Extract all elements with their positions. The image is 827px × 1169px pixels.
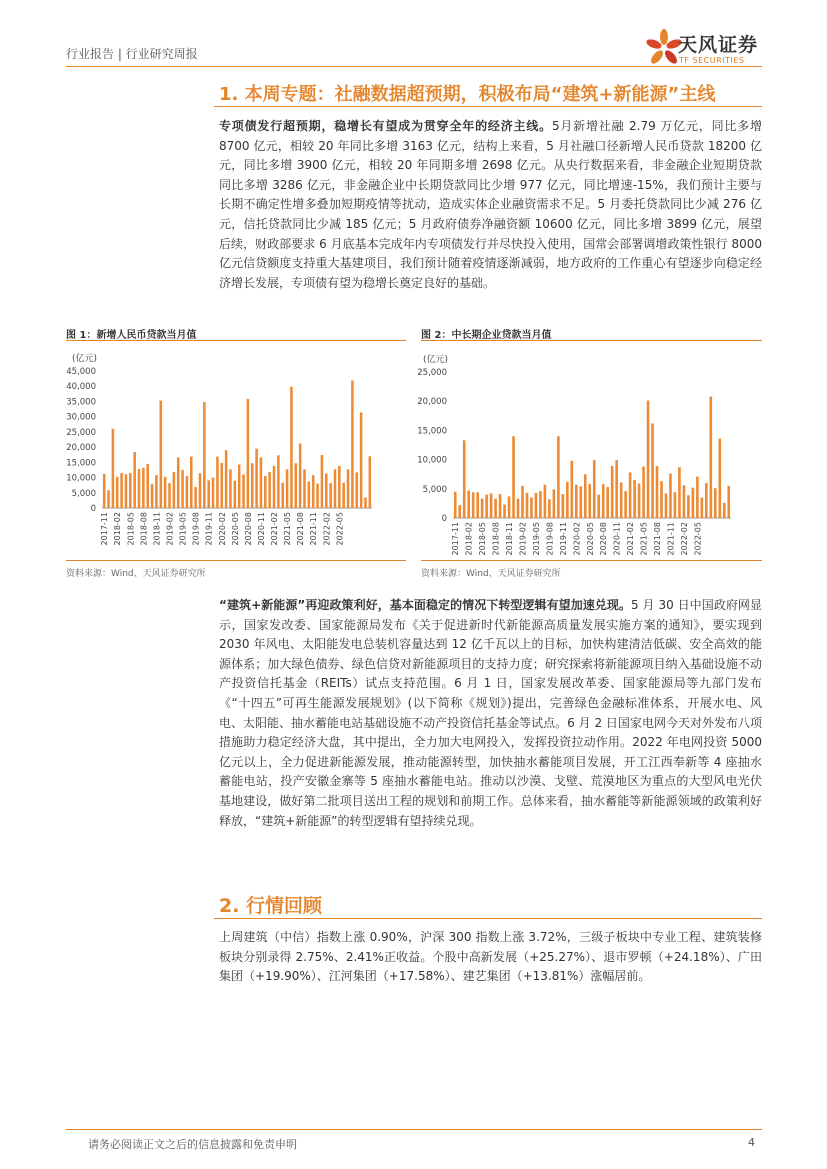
y-tick-label: 35,000 xyxy=(66,397,96,408)
bar xyxy=(727,486,730,518)
x-tick-label: 2020-11 xyxy=(256,512,266,546)
bar xyxy=(566,482,569,518)
figure1-caption: 图 1：新增人民币贷款当月值 xyxy=(66,330,197,341)
figure1-top-line xyxy=(66,340,406,341)
bar xyxy=(173,472,176,508)
bar xyxy=(316,484,319,508)
bar xyxy=(155,475,158,508)
bar xyxy=(229,469,232,508)
bar xyxy=(364,497,367,508)
y-tick-label: 15,000 xyxy=(417,426,447,437)
x-tick-label: 2019-02 xyxy=(165,512,175,546)
section2-title-underline xyxy=(214,918,762,919)
figure1-source: 资料来源：Wind、天风证券研究所 xyxy=(66,569,206,579)
bar xyxy=(692,488,695,518)
x-tick-label: 2018-05 xyxy=(478,522,488,556)
bar xyxy=(255,449,258,508)
x-tick-label: 2020-05 xyxy=(230,512,240,546)
x-tick-label: 2020-11 xyxy=(612,522,622,556)
x-tick-label: 2020-08 xyxy=(599,522,609,556)
bar xyxy=(238,464,241,508)
bar xyxy=(588,484,591,518)
y-tick-label: 25,000 xyxy=(66,427,96,438)
x-tick-label: 2022-02 xyxy=(679,522,689,556)
bar xyxy=(138,469,141,508)
x-tick-label: 2019-11 xyxy=(558,522,568,556)
bar xyxy=(264,476,267,508)
y-axis-unit: (亿元) xyxy=(423,355,449,365)
footer-divider xyxy=(66,1129,762,1130)
logo-text: 天风证券 xyxy=(678,34,759,56)
bar xyxy=(338,466,341,508)
bar xyxy=(575,485,578,518)
x-tick-label: 2020-02 xyxy=(217,512,227,546)
bar xyxy=(642,467,645,518)
y-tick-label: 45,000 xyxy=(66,367,96,377)
bar xyxy=(334,469,337,508)
bar xyxy=(624,491,627,518)
bar xyxy=(647,401,650,518)
section1-paragraph2 xyxy=(219,596,762,831)
bar xyxy=(355,472,358,508)
bar xyxy=(186,476,189,508)
x-tick-label: 2018-11 xyxy=(505,522,515,556)
bar xyxy=(544,485,547,518)
para2-lead: “建筑+新能源”再迎政策利好，基本面稳定的情况下转型逻辑有望加速兑现。 xyxy=(219,598,632,612)
bar xyxy=(216,457,219,508)
bar xyxy=(321,455,324,508)
section1-title: 1. 本周专题：社融数据超预期，积极布局“建筑+新能源”主线 xyxy=(219,84,716,105)
bar xyxy=(593,460,596,518)
y-tick-label: 0 xyxy=(90,504,96,514)
bar xyxy=(290,387,293,508)
header-divider xyxy=(66,66,762,67)
bar xyxy=(260,457,263,508)
y-tick-label: 40,000 xyxy=(66,382,96,393)
bar xyxy=(242,475,245,508)
x-tick-label: 2019-05 xyxy=(178,512,188,546)
bar xyxy=(526,493,529,518)
bar xyxy=(212,478,215,508)
x-tick-label: 2019-08 xyxy=(191,512,201,546)
bar xyxy=(199,473,202,508)
x-tick-label: 2019-11 xyxy=(204,512,214,546)
x-tick-label: 2018-11 xyxy=(152,512,162,546)
bar xyxy=(312,475,315,508)
bar xyxy=(281,483,284,508)
bar xyxy=(481,499,484,518)
bar xyxy=(678,467,681,518)
bar xyxy=(579,486,582,518)
bar xyxy=(472,492,475,518)
bar xyxy=(705,483,708,518)
bar xyxy=(342,483,345,508)
bar xyxy=(107,490,110,508)
figure2-bottom-line xyxy=(421,560,762,561)
bar xyxy=(225,450,228,508)
figure2-top-line xyxy=(421,340,762,341)
bar xyxy=(656,466,659,518)
x-tick-label: 2022-05 xyxy=(693,522,703,556)
bar xyxy=(151,484,154,508)
x-tick-label: 2020-02 xyxy=(572,522,582,556)
bar xyxy=(508,496,511,518)
bar xyxy=(360,412,363,508)
bar xyxy=(557,436,560,518)
bar xyxy=(571,461,574,518)
y-tick-label: 0 xyxy=(441,514,447,524)
bar xyxy=(476,492,479,518)
y-tick-label: 20,000 xyxy=(417,397,447,408)
bar xyxy=(142,468,145,508)
bar xyxy=(597,495,600,518)
bar xyxy=(710,397,713,518)
bar xyxy=(638,484,641,518)
figure1-bottom-line xyxy=(66,560,406,561)
y-tick-label: 30,000 xyxy=(66,412,96,423)
y-tick-label: 5,000 xyxy=(422,484,447,495)
bar xyxy=(164,477,167,508)
bar xyxy=(125,474,128,508)
bar xyxy=(602,484,605,518)
section2-title: 2. 行情回顾 xyxy=(219,895,323,917)
bar xyxy=(325,474,328,508)
x-tick-label: 2022-02 xyxy=(322,512,332,546)
bar xyxy=(687,495,690,518)
x-tick-label: 2018-02 xyxy=(464,522,474,556)
bar xyxy=(714,488,717,518)
bar xyxy=(168,483,171,508)
bar xyxy=(454,492,457,518)
breadcrumb: 行业报告 | 行业研究周报 xyxy=(66,47,198,61)
bar xyxy=(548,499,551,518)
bar xyxy=(247,399,250,508)
bar xyxy=(251,463,254,508)
x-tick-label: 2022-05 xyxy=(335,512,345,546)
para1-lead: 专项债发行超预期，稳增长有望成为贯穿全年的经济主线。 xyxy=(219,119,552,133)
x-tick-label: 2018-08 xyxy=(491,522,501,556)
section1-paragraph1 xyxy=(219,117,762,293)
figure2-caption: 图 2：中长期企业贷款当月值 xyxy=(421,330,552,341)
bar xyxy=(234,481,237,508)
x-tick-label: 2017-11 xyxy=(100,512,110,546)
bar xyxy=(669,474,672,518)
bar xyxy=(701,498,704,518)
bar xyxy=(718,439,721,518)
x-tick-label: 2018-02 xyxy=(113,512,123,546)
bar xyxy=(112,429,115,508)
bar xyxy=(517,499,520,518)
y-tick-label: 10,000 xyxy=(417,455,447,466)
footer-disclaimer: 请务必阅读正文之后的信息披露和免责申明 xyxy=(88,1138,297,1151)
y-tick-label: 5,000 xyxy=(71,488,96,499)
section1-title-underline xyxy=(214,106,762,107)
x-tick-label: 2021-11 xyxy=(309,512,319,546)
bar xyxy=(660,481,663,518)
bar xyxy=(467,491,470,518)
x-tick-label: 2019-08 xyxy=(545,522,555,556)
bar xyxy=(369,456,372,508)
bar xyxy=(295,463,298,508)
bar xyxy=(129,473,132,508)
x-tick-label: 2017-11 xyxy=(451,522,461,556)
x-tick-label: 2020-08 xyxy=(243,512,253,546)
bar xyxy=(308,482,311,508)
x-tick-label: 2021-02 xyxy=(626,522,636,556)
bar xyxy=(629,472,632,518)
bar xyxy=(177,457,180,508)
bar xyxy=(463,440,466,518)
bar xyxy=(485,495,488,518)
bar xyxy=(116,477,119,508)
bar xyxy=(194,487,197,508)
bar xyxy=(490,493,493,518)
bar xyxy=(299,443,302,508)
x-tick-label: 2021-02 xyxy=(270,512,280,546)
bar xyxy=(615,460,618,518)
bar xyxy=(584,474,587,518)
bar xyxy=(633,480,636,518)
bar xyxy=(329,483,332,508)
bar xyxy=(347,469,350,508)
bar xyxy=(160,401,163,508)
bar xyxy=(530,498,533,518)
bar xyxy=(103,474,106,508)
bar xyxy=(203,402,206,508)
x-tick-label: 2021-05 xyxy=(639,522,649,556)
bar xyxy=(273,466,276,508)
bar xyxy=(521,486,524,518)
para1-body: 5月新增社融 2.79 万亿元，同比多增 8700 亿元，相较 20 年同比多增 3163 亿元，结构上来看，5 月社融口径新增人民币贷款 18200 亿元，同比多增 3900 亿元，相较 20 年同期多增 2698 亿元。从央行数据来看，非金融企业短期贷款同比多增 3286 亿元，非金融企业中长期贷款同比少增 977 亿元，同比增速-15%，我们预计主要与长期不确定性增多叠加短期疫情等扰动，造成实体企业融资需求不足。5 月委托贷款同比少减 276 亿元，信托贷款同比少减 185 亿元；5 月政府债券净融资额 10600 亿元，同比多增 3899 亿元，展望后续，财政部要求 6 月底基本完成年内专项债发行并尽快投入使用，国常会部署调增政策性银行 8000 亿元信贷额度支持重大基建项目，我们预计随着疫情逐渐减弱，地方政府的工作重心有望逐步向稳定经济增长发展，专项债有望为稳增长奠定良好的基础。 xyxy=(219,119,762,290)
bar xyxy=(207,480,210,508)
figure2-chart xyxy=(417,342,762,557)
logo-subtext: TF SECURITIES xyxy=(679,56,745,65)
bar xyxy=(146,464,149,508)
figure1-chart xyxy=(66,342,406,557)
x-tick-label: 2020-05 xyxy=(585,522,595,556)
x-tick-label: 2018-05 xyxy=(126,512,136,546)
bar xyxy=(499,494,502,518)
bar xyxy=(562,494,565,518)
bar xyxy=(606,487,609,518)
bar xyxy=(651,423,654,518)
y-tick-label: 25,000 xyxy=(417,368,447,378)
bar xyxy=(683,485,686,518)
x-tick-label: 2019-05 xyxy=(531,522,541,556)
page-number: 4 xyxy=(748,1136,755,1149)
bar xyxy=(535,493,538,518)
section2-paragraph: 上周建筑（中信）指数上涨 0.90%，沪深 300 指数上涨 3.72%，三级子板块中专业工程、建筑装修板块分别录得 2.75%、2.41%正收益。个股中高新发展（+25.27%）、退市罗顿（+24.18%）、广田集团（+19.90%）、江河集团（+17.58%）、建艺集团（+13.81%）涨幅居前。 xyxy=(219,930,762,984)
bar xyxy=(220,463,223,508)
y-axis-unit: (亿元) xyxy=(72,354,98,364)
bar xyxy=(620,482,623,518)
bar xyxy=(268,472,271,508)
bar xyxy=(351,380,354,508)
x-tick-label: 2021-08 xyxy=(296,512,306,546)
bar xyxy=(665,493,668,518)
x-tick-label: 2018-08 xyxy=(139,512,149,546)
bar xyxy=(133,452,136,508)
bar xyxy=(611,466,614,518)
bar xyxy=(181,470,184,508)
x-tick-label: 2021-08 xyxy=(653,522,663,556)
x-tick-label: 2021-05 xyxy=(283,512,293,546)
bar xyxy=(503,505,506,518)
bar xyxy=(539,491,542,518)
bar xyxy=(512,436,515,518)
bar xyxy=(674,492,677,518)
bar xyxy=(494,499,497,518)
bar xyxy=(458,505,461,518)
x-tick-label: 2021-11 xyxy=(666,522,676,556)
bar xyxy=(286,469,289,508)
bar xyxy=(303,469,306,508)
para2-body: 5 月 30 日中国政府网显示，国家发改委、国家能源局发布《关于促进新时代新能源高质量发展实施方案的通知》，要实现到 2030 年风电、太阳能发电总装机容量达到 12 亿千瓦以上的目标，加快构建清洁低碳、安全高效的能源体系；加大绿色债券、绿色信贷对新能源项目的支持力度；研究探索将新能源项目纳入基础设施不动产投资信托基金（REITs）试点支持范围。6 月 1 日，国家发展改革委、国家能源局等九部门发布《“十四五”可再生能源发展规划》(以下简称《规划》)提出，完善绿色金融标准体系，开展水电、风电、太阳能、抽水蓄能电站基础设施不动产投资信托基金等试点。6 月 2 日国家电网今天对外发布八项措施助力稳定经济大盘，其中提出，全力加大电网投入，发挥投资拉动作用。2022 年电网投资 5000 亿元以上，全力促进新能源发展，推动能源转型，加快抽水蓄能项目发展，开工江西奉新等 4 座抽水蓄能电站，投产安徽金寨等 5 座抽水蓄能电站。推动以沙漠、戈壁、荒漠地区为重点的大型风电光伏基地建设，做好第二批项目送出工程的规划和前期工作。总体来看，抽水蓄能等新能源领域的政策利好释放，“建筑+新能源”的转型逻辑有望持续兑现。 xyxy=(219,598,762,828)
x-tick-label: 2019-02 xyxy=(518,522,528,556)
figure2-source: 资料来源：Wind、天风证券研究所 xyxy=(421,569,561,579)
bar xyxy=(120,473,123,508)
bar xyxy=(723,503,726,518)
bar xyxy=(553,489,556,518)
y-tick-label: 10,000 xyxy=(66,473,96,484)
bar xyxy=(696,477,699,518)
y-tick-label: 20,000 xyxy=(66,443,96,454)
y-tick-label: 15,000 xyxy=(66,458,96,469)
bar xyxy=(277,455,280,508)
bar xyxy=(190,457,193,508)
